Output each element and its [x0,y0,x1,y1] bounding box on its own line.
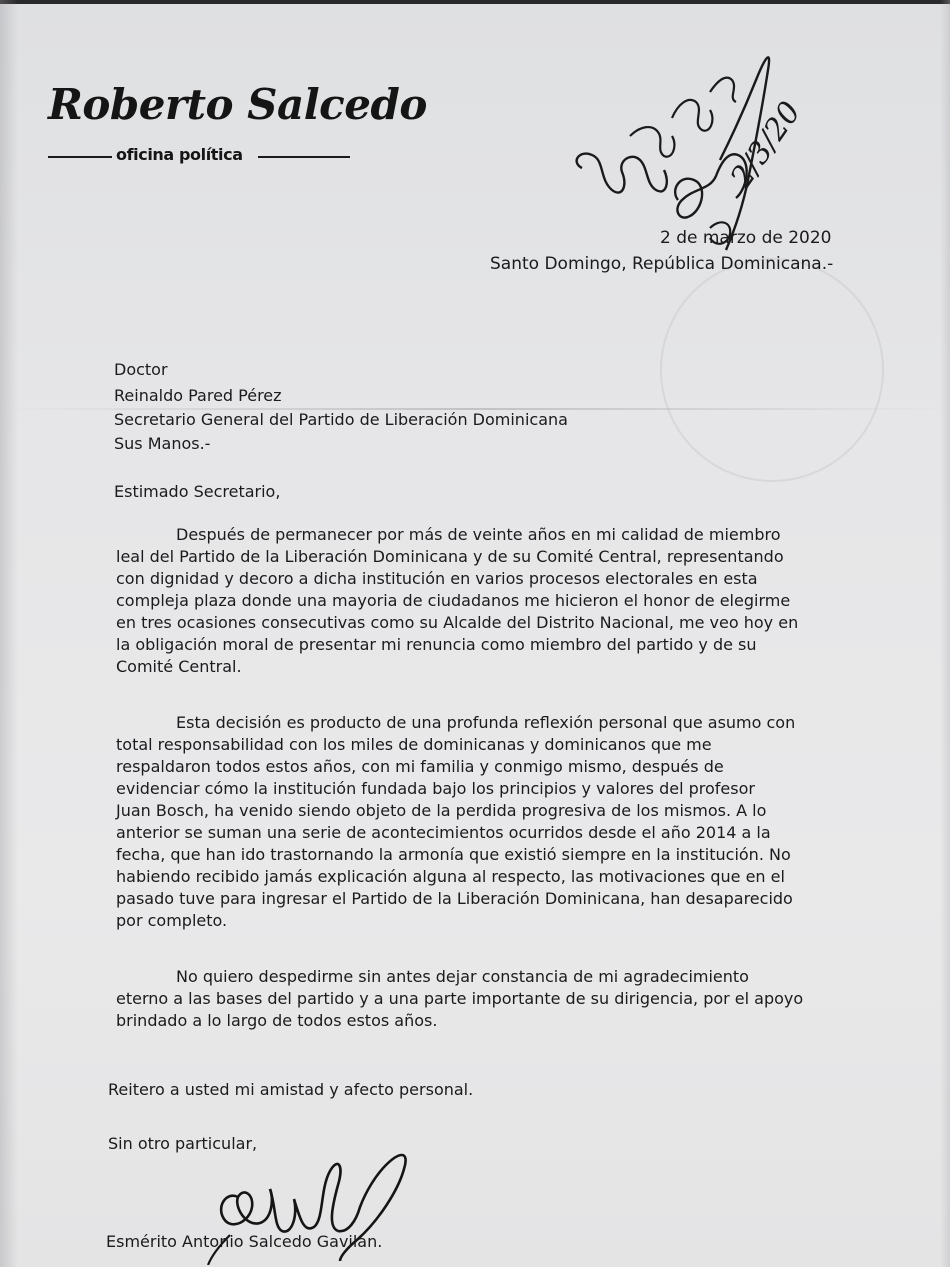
paragraph-line: evidenciar cómo la institución fundada bajo los principios y valores del profesor [116,779,755,798]
paragraph-line: en tres ocasiones consecutivas como su Alcalde del Distrito Nacional, me veo hoy en [116,613,799,632]
paragraph-line: compleja plaza donde una mayoria de ciudadanos me hicieron el honor de elegirme [116,591,791,610]
recipient-title: Doctor [114,360,168,379]
greeting: Estimado Secretario, [114,482,281,501]
letterhead-rule-left [48,156,112,158]
paragraph-line: respaldaron todos estos años, con mi familia y conmigo mismo, después de [116,757,724,776]
paragraph-line: Juan Bosch, ha venido siendo objeto de la perdida progresiva de los mismos. A lo [116,801,767,820]
paragraph-line: habiendo recibido jamás explicación alguna al respecto, las motivaciones que en el [116,867,785,886]
paper-right-shadow [940,0,950,1267]
recipient-position: Secretario General del Partido de Liberación Dominicana [114,410,568,429]
paragraph-line: pasado tuve para ingresar el Partido de la Liberación Dominicana, han desaparecido [116,889,793,908]
paragraph-line: Después de permanecer por más de veinte años en mi calidad de miembro [176,525,781,544]
letterhead-rule-right [258,156,350,158]
paragraph-line: Esta decisión es producto de una profunda reflexión personal que asumo con [176,713,796,732]
body-paragraph-3 [116,966,803,1032]
body-paragraph-2 [116,712,795,932]
paragraph-line: total responsabilidad con los miles de dominicanas y dominicanos que me [116,735,712,754]
paragraph-line: No quiero despedirme sin antes dejar constancia de mi agradecimiento [176,967,749,986]
paragraph-line: anterior se suman una serie de acontecimientos ocurridos desde el año 2014 a la [116,823,771,842]
paper-left-shadow [0,0,18,1267]
body-paragraph-1 [116,524,798,678]
faint-seal-stamp [660,258,884,482]
sign-off: Sin otro particular, [108,1134,258,1153]
recipient-closing: Sus Manos.- [114,434,211,453]
paragraph-line: eterno a las bases del partido y a una parte importante de su dirigencia, por el apoyo [116,989,804,1008]
paragraph-line: leal del Partido de la Liberación Dominicana y de su Comité Central, representando [116,547,784,566]
letterhead-name: Roberto Salcedo [48,80,427,129]
letterhead-subtitle: oficina política [116,145,243,164]
paragraph-line: brindado a lo largo de todos estos años. [116,1011,438,1030]
paragraph-line: por completo. [116,911,228,930]
letter-date: 2 de marzo de 2020 [660,228,832,248]
regards-line: Reitero a usted mi amistad y afecto personal. [108,1080,474,1099]
paragraph-line: la obligación moral de presentar mi renuncia como miembro del partido y de su [116,635,757,654]
paragraph-line: fecha, que han ido trastornando la armonía que existió siempre en la institución. No [116,845,791,864]
signatory-name: Esmérito Antonio Salcedo Gavilán. [106,1232,383,1251]
paragraph-line: Comité Central. [116,657,242,676]
received-date-text: 2/3/20 [723,95,808,195]
paragraph-line: con dignidad y decoro a dicha institución en varios procesos electorales en esta [116,569,758,588]
recipient-name: Reinaldo Pared Pérez [114,386,282,405]
top-shadow-edge [0,0,950,4]
letter-place: Santo Domingo, República Dominicana.- [490,254,834,274]
